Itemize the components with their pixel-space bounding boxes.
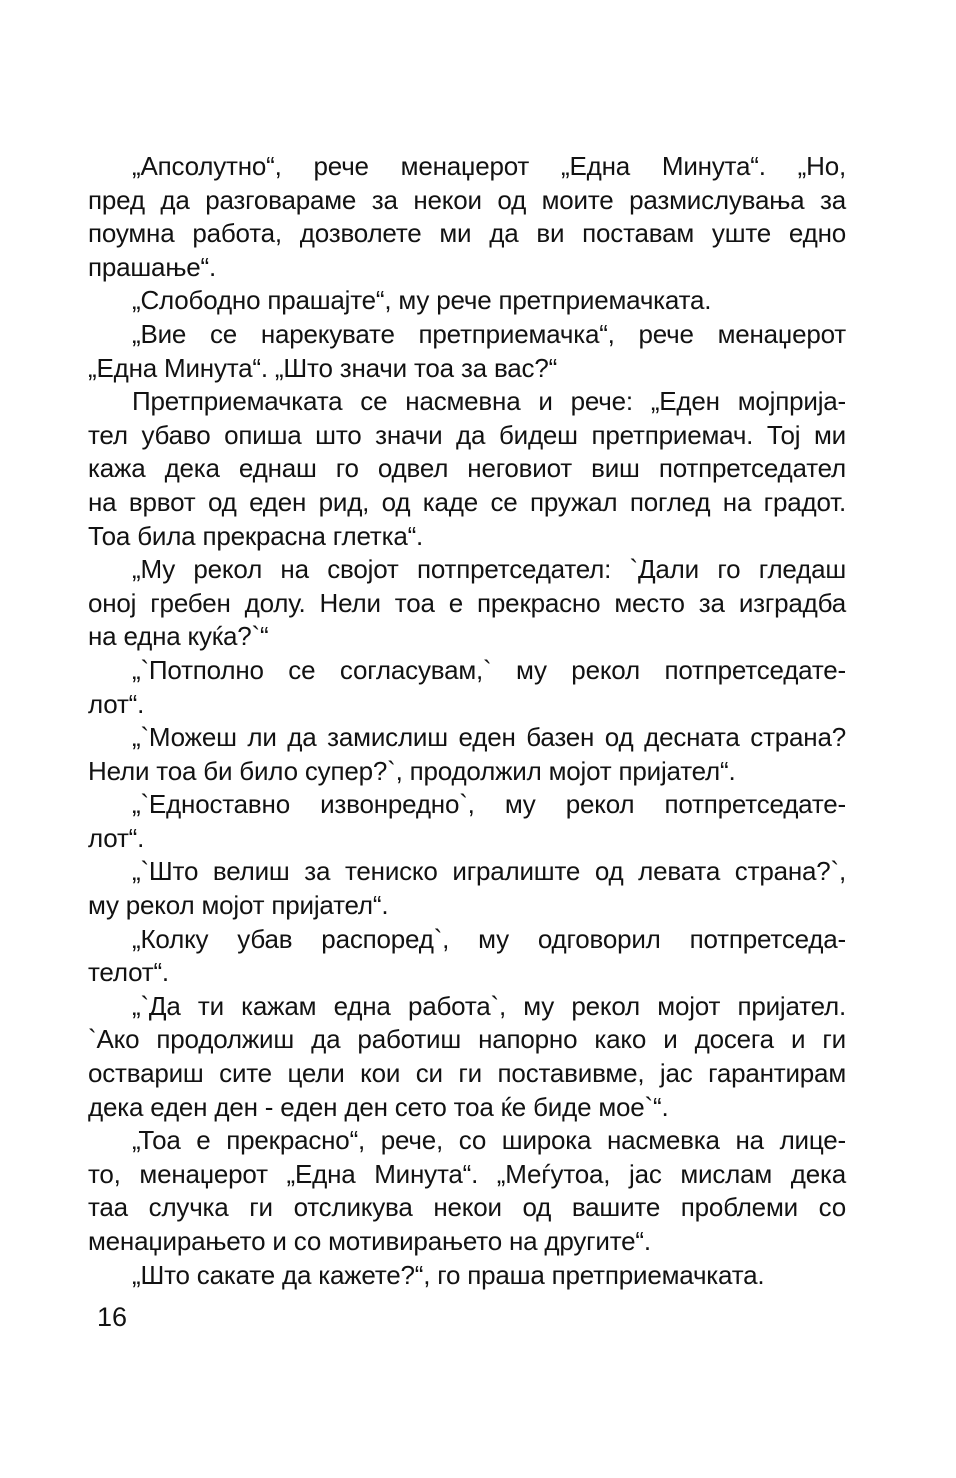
text-line: Нели тоа би било супер?`, продолжил мојот пријател“.: [88, 755, 736, 786]
text-line: дека еден ден - еден ден сето тоа ќе биде мое`“.: [88, 1091, 669, 1122]
paragraph: [88, 788, 846, 855]
text-line: „Апсолутно“, рече менаџерот „Една Минута“. „Но,: [132, 151, 846, 181]
paragraph: [88, 654, 846, 721]
text-line: „Тоа е прекрасно“, рече, со широка насмевка на лице-: [132, 1125, 846, 1156]
text-line: лот“.: [88, 822, 145, 853]
page-number: 16: [97, 1302, 128, 1332]
text-line: кажа дека еднаш го одвел неговиот виш потпретседател: [88, 453, 846, 484]
text-line: „Вие се нарекувате претприемачка“, рече менаџерот: [132, 318, 846, 349]
text-line: пред да разговараме за некои од моите размислувања за: [88, 184, 846, 215]
paragraph: [88, 721, 846, 788]
text-line: Тоа била прекрасна глетка“.: [88, 520, 424, 551]
text-line: оној гребен долу. Нели тоа е прекрасно место за изградба: [88, 587, 846, 618]
paragraph: [88, 990, 846, 1124]
body-text: [88, 150, 846, 1292]
text-line: „`Потполно се согласувам,` му рекол потпретседате-: [132, 654, 846, 685]
text-line: „Слободно прашајте“, му рече претприемачката.: [132, 285, 712, 316]
paragraph: [88, 923, 846, 990]
text-line: на врвот од еден рид, од каде се пружал поглед на градот.: [88, 486, 846, 517]
text-line: оствариш сите цели кои си ги поставивме, јас гарантирам: [88, 1058, 846, 1089]
text-line: телот“.: [88, 957, 169, 988]
text-line: „Му рекол на својот потпретседател: `Дали го гледаш: [132, 554, 846, 585]
text-line: `Ако продолжиш да работиш напорно како и досега и ги: [88, 1024, 846, 1055]
text-line: лот“.: [88, 688, 145, 719]
paragraph: [88, 553, 846, 654]
paragraph: [88, 385, 846, 553]
text-line: Претприемачката се насмевна и рече: „Еден мојприја-: [132, 386, 846, 417]
text-line: „`Да ти кажам една работа`, му рекол мојот пријател.: [132, 990, 846, 1021]
paragraph: [88, 150, 846, 284]
paragraph: [88, 1259, 846, 1293]
text-line: „Една Минута“. „Што значи тоа за вас?“: [88, 352, 558, 383]
text-line: „`Можеш ли да замислиш еден базен од десната страна?: [132, 722, 846, 753]
text-line: поумна работа, дозволете ми да ви поставам уште едно: [88, 218, 846, 249]
text-line: на една куќа?`“: [88, 621, 269, 652]
text-line: менаџирањето и со мотивирањето на другите“.: [88, 1226, 651, 1256]
paragraph: [88, 855, 846, 922]
paragraph: [88, 318, 846, 385]
text-line: таа случка ги отсликува некои од вашите проблеми со: [88, 1192, 846, 1223]
text-line: „Колку убав распоред`, му одговорил потпретседа-: [132, 923, 846, 954]
text-line: „`Едноставно извонредно`, му рекол потпретседате-: [132, 789, 846, 820]
text-line: му рекол мојот пријател“.: [88, 890, 389, 921]
paragraph: [88, 284, 846, 318]
text-line: „Што сакате да кажете?“, го праша претприемачката.: [132, 1259, 765, 1290]
text-line: то, менаџерот „Една Минута“. „Меѓутоа, јас мислам дека: [88, 1158, 846, 1189]
text-line: тел убаво опиша што значи да бидеш претприемач. Тој ми: [88, 419, 846, 450]
paragraph: [88, 1124, 846, 1258]
text-line: „`Што велиш за тениско игралиште од левата страна?`,: [132, 856, 846, 887]
text-line: прашање“.: [88, 251, 216, 282]
